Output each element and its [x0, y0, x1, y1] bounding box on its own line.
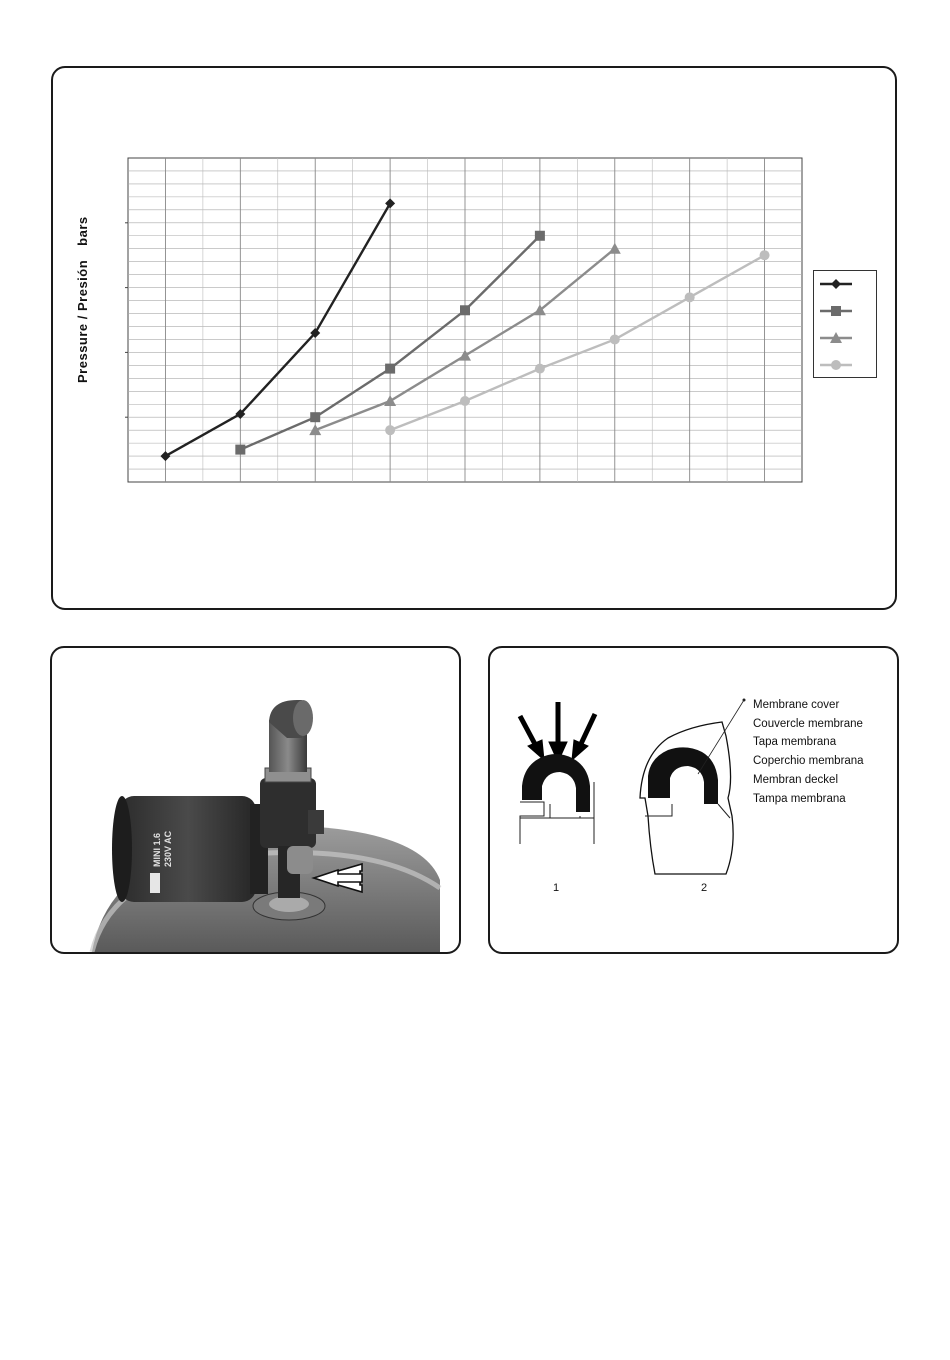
valve-body: [260, 778, 316, 848]
legend-entry-4: [820, 360, 852, 370]
svg-text:MINI 1.6: MINI 1.6: [152, 832, 162, 867]
membrane-diagram-panel: [488, 646, 899, 954]
data-point: [385, 364, 395, 374]
y-axis-unit: bars: [75, 216, 90, 246]
pressure-line-chart: [53, 68, 895, 608]
y-axis-title: Pressure / Presión: [75, 259, 90, 383]
data-point: [385, 425, 395, 435]
pressure-switch-photo-panel: [50, 646, 461, 954]
membrane-profile-2: [640, 699, 746, 875]
data-point: [460, 396, 470, 406]
data-point: [610, 334, 620, 344]
pressure-arrows-icon: [520, 702, 595, 762]
chart-grid: [125, 158, 802, 482]
chart-legend: [813, 270, 877, 378]
figure-number-2: 2: [701, 882, 708, 894]
legend-marker: [831, 279, 841, 289]
pressure-switch-photo: [52, 648, 459, 952]
data-point: [760, 250, 770, 260]
legend-entry-2: [820, 306, 852, 316]
data-point: [535, 364, 545, 374]
legend-entry-1: [820, 279, 852, 289]
data-point: [535, 231, 545, 241]
pressure-chart-panel: [51, 66, 897, 610]
data-point: [685, 292, 695, 302]
label-fr: Couvercle membrane: [753, 717, 863, 730]
data-point: [310, 412, 320, 422]
figure-number-1: 1: [553, 882, 560, 894]
legend-marker: [831, 306, 841, 316]
legend-keys: [814, 271, 876, 377]
membrane-cover-labels: [753, 696, 864, 808]
label-en: Membrane cover: [753, 699, 840, 711]
data-point: [460, 305, 470, 315]
svg-text:230V AC: 230V AC: [163, 830, 173, 867]
membrane-profile-1: [520, 754, 594, 844]
legend-marker: [831, 360, 841, 370]
data-point: [235, 445, 245, 455]
label-de: Membran deckel: [753, 773, 839, 786]
motor-body: [120, 796, 256, 902]
label-es: Tapa membrana: [753, 736, 837, 749]
legend-entry-3: [820, 332, 852, 343]
label-pt: Tampa membrana: [753, 792, 846, 805]
label-it: Coperchio membrana: [753, 755, 864, 768]
